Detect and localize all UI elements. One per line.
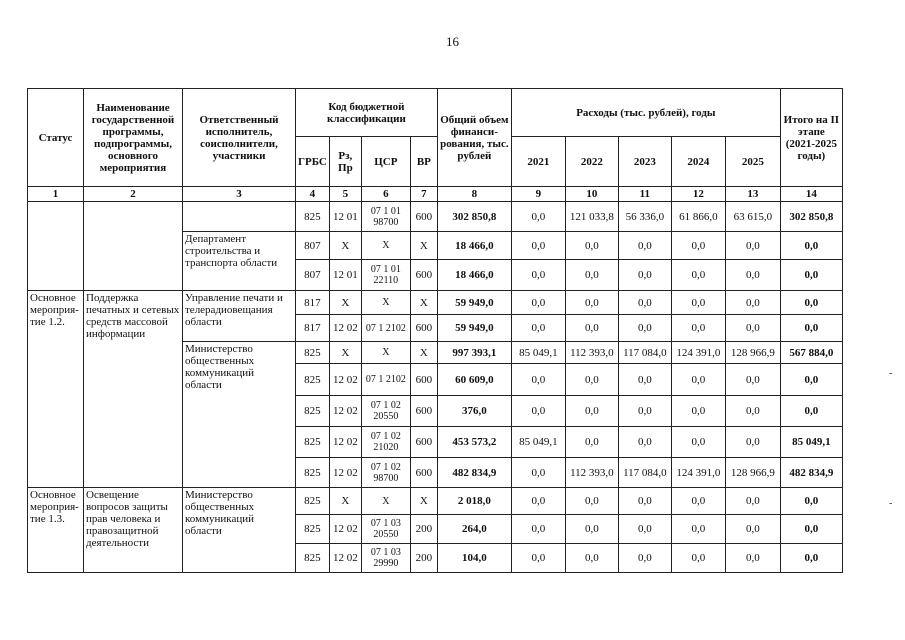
name-cell: Поддержка печатных и сетевых средств массовой информации bbox=[84, 291, 183, 488]
y2021-cell: 0,0 bbox=[511, 232, 565, 260]
vr-cell: 600 bbox=[410, 427, 437, 458]
y2021-cell: 85 049,1 bbox=[511, 342, 565, 364]
vr-cell: 600 bbox=[410, 260, 437, 291]
y2024-cell: 0,0 bbox=[671, 427, 725, 458]
grbs-cell: 817 bbox=[296, 291, 330, 315]
total-cell: 997 393,1 bbox=[437, 342, 511, 364]
stage-cell: 302 850,8 bbox=[780, 202, 842, 232]
y2024-cell: 0,0 bbox=[671, 544, 725, 573]
y2023-cell: 0,0 bbox=[618, 260, 671, 291]
y2023-cell: 56 336,0 bbox=[618, 202, 671, 232]
status-cell: Основное мероприя-тие 1.3. bbox=[28, 488, 84, 573]
y2024-cell: 0,0 bbox=[671, 488, 725, 515]
stage-cell: 0,0 bbox=[780, 291, 842, 315]
y2021-cell: 0,0 bbox=[511, 544, 565, 573]
colnum: 5 bbox=[329, 187, 361, 202]
y2024-cell: 0,0 bbox=[671, 232, 725, 260]
executor-cell bbox=[183, 202, 296, 232]
y2022-cell: 0,0 bbox=[565, 315, 618, 342]
y2021-cell: 0,0 bbox=[511, 515, 565, 544]
csr-cell: 07 1 2102 bbox=[361, 364, 410, 396]
y2025-cell: 0,0 bbox=[725, 396, 780, 427]
total-cell: 302 850,8 bbox=[437, 202, 511, 232]
vr-cell: 600 bbox=[410, 458, 437, 488]
y2021-cell: 0,0 bbox=[511, 364, 565, 396]
vr-cell: 200 bbox=[410, 515, 437, 544]
csr-cell: Х bbox=[361, 232, 410, 260]
y2022-cell: 0,0 bbox=[565, 396, 618, 427]
y2022-cell: 112 393,0 bbox=[565, 458, 618, 488]
header-2023: 2023 bbox=[618, 137, 671, 187]
header-name: Наименование государственной программы, подпрограммы, основного мероприятия bbox=[84, 89, 183, 187]
y2023-cell: 0,0 bbox=[618, 315, 671, 342]
header-expenses: Расходы (тыс. рублей), годы bbox=[511, 89, 780, 137]
header-2021: 2021 bbox=[511, 137, 565, 187]
page-number: 16 bbox=[446, 34, 459, 49]
table-row bbox=[28, 202, 843, 232]
y2024-cell: 0,0 bbox=[671, 364, 725, 396]
executor-cell: Департамент строительства и транспорта области bbox=[183, 232, 296, 291]
y2023-cell: 0,0 bbox=[618, 515, 671, 544]
total-cell: 264,0 bbox=[437, 515, 511, 544]
y2022-cell: 0,0 bbox=[565, 427, 618, 458]
csr-cell: 07 1 2102 bbox=[361, 315, 410, 342]
header-2025: 2025 bbox=[725, 137, 780, 187]
y2022-cell: 0,0 bbox=[565, 488, 618, 515]
table-row bbox=[28, 488, 843, 515]
stage-cell: 0,0 bbox=[780, 396, 842, 427]
y2023-cell: 0,0 bbox=[618, 396, 671, 427]
vr-cell: Х bbox=[410, 291, 437, 315]
grbs-cell: 825 bbox=[296, 458, 330, 488]
y2022-cell: 112 393,0 bbox=[565, 342, 618, 364]
y2021-cell: 0,0 bbox=[511, 260, 565, 291]
y2021-cell: 0,0 bbox=[511, 291, 565, 315]
y2023-cell: 0,0 bbox=[618, 364, 671, 396]
y2023-cell: 117 084,0 bbox=[618, 458, 671, 488]
y2025-cell: 0,0 bbox=[725, 291, 780, 315]
y2024-cell: 0,0 bbox=[671, 396, 725, 427]
stage-cell: 0,0 bbox=[780, 260, 842, 291]
y2023-cell: 117 084,0 bbox=[618, 342, 671, 364]
total-cell: 18 466,0 bbox=[437, 232, 511, 260]
csr-cell: Х bbox=[361, 342, 410, 364]
header-budget-code: Код бюджетной классификации bbox=[296, 89, 438, 137]
total-cell: 2 018,0 bbox=[437, 488, 511, 515]
vr-cell: Х bbox=[410, 488, 437, 515]
grbs-cell: 825 bbox=[296, 202, 330, 232]
header-rzpr: Рз, Пр bbox=[329, 137, 361, 187]
y2023-cell: 0,0 bbox=[618, 427, 671, 458]
header-csr: ЦСР bbox=[361, 137, 410, 187]
vr-cell: Х bbox=[410, 342, 437, 364]
stage-cell: 0,0 bbox=[780, 364, 842, 396]
colnum: 4 bbox=[296, 187, 330, 202]
colnum: 3 bbox=[183, 187, 296, 202]
y2022-cell: 0,0 bbox=[565, 544, 618, 573]
grbs-cell: 825 bbox=[296, 515, 330, 544]
y2021-cell: 0,0 bbox=[511, 202, 565, 232]
grbs-cell: 817 bbox=[296, 315, 330, 342]
colnum: 1 bbox=[28, 187, 84, 202]
y2025-cell: 0,0 bbox=[725, 427, 780, 458]
y2024-cell: 0,0 bbox=[671, 315, 725, 342]
total-cell: 59 949,0 bbox=[437, 315, 511, 342]
financing-table bbox=[27, 88, 843, 573]
stage-cell: 0,0 bbox=[780, 232, 842, 260]
vr-cell: 600 bbox=[410, 364, 437, 396]
y2023-cell: 0,0 bbox=[618, 291, 671, 315]
stage-cell: 482 834,9 bbox=[780, 458, 842, 488]
colnum: 10 bbox=[565, 187, 618, 202]
grbs-cell: 825 bbox=[296, 488, 330, 515]
rzpr-cell: 12 02 bbox=[329, 544, 361, 573]
grbs-cell: 825 bbox=[296, 342, 330, 364]
y2022-cell: 0,0 bbox=[565, 364, 618, 396]
rzpr-cell: 12 01 bbox=[329, 202, 361, 232]
stage-cell: 567 884,0 bbox=[780, 342, 842, 364]
header-stage-period: (2021-2025 годы) bbox=[785, 137, 838, 162]
grbs-cell: 807 bbox=[296, 260, 330, 291]
executor-cell: Министерство общественных коммуникаций области bbox=[183, 488, 296, 573]
header-2024: 2024 bbox=[671, 137, 725, 187]
y2025-cell: 0,0 bbox=[725, 232, 780, 260]
rzpr-cell: 12 02 bbox=[329, 396, 361, 427]
total-cell: 453 573,2 bbox=[437, 427, 511, 458]
stage-cell: 0,0 bbox=[780, 488, 842, 515]
edge-mark: - bbox=[889, 498, 893, 509]
colnum: 13 bbox=[725, 187, 780, 202]
column-number-row bbox=[28, 187, 843, 202]
total-cell: 18 466,0 bbox=[437, 260, 511, 291]
colnum: 11 bbox=[618, 187, 671, 202]
executor-cell: Министерство общественных коммуникаций области bbox=[183, 342, 296, 488]
y2025-cell: 0,0 bbox=[725, 364, 780, 396]
rzpr-cell: 12 02 bbox=[329, 315, 361, 342]
name-cell bbox=[84, 202, 183, 291]
edge-mark: - bbox=[889, 368, 893, 379]
total-cell: 104,0 bbox=[437, 544, 511, 573]
header-stage-total-label: Итого на II этапе bbox=[783, 113, 840, 138]
grbs-cell: 825 bbox=[296, 364, 330, 396]
total-cell: 376,0 bbox=[437, 396, 511, 427]
name-cell: Освещение вопросов защиты прав человека и правозащитной деятельности bbox=[84, 488, 183, 573]
y2024-cell: 61 866,0 bbox=[671, 202, 725, 232]
y2024-cell: 124 391,0 bbox=[671, 342, 725, 364]
header-grbs: ГРБС bbox=[296, 137, 330, 187]
y2022-cell: 0,0 bbox=[565, 515, 618, 544]
y2021-cell: 0,0 bbox=[511, 396, 565, 427]
header-total-volume: Общий объем финанси-рования, тыс. рублей bbox=[437, 89, 511, 187]
rzpr-cell: 12 02 bbox=[329, 427, 361, 458]
csr-cell: 07 1 03 20550 bbox=[361, 515, 410, 544]
header-executor: Ответственный исполнитель, соисполнители, участники bbox=[183, 89, 296, 187]
y2025-cell: 128 966,9 bbox=[725, 458, 780, 488]
csr-cell: 07 1 01 98700 bbox=[361, 202, 410, 232]
stage-cell: 0,0 bbox=[780, 544, 842, 573]
header-stage-total bbox=[780, 89, 842, 187]
y2021-cell: 0,0 bbox=[511, 315, 565, 342]
y2022-cell: 0,0 bbox=[565, 232, 618, 260]
y2024-cell: 0,0 bbox=[671, 515, 725, 544]
rzpr-cell: Х bbox=[329, 342, 361, 364]
y2022-cell: 0,0 bbox=[565, 260, 618, 291]
y2024-cell: 0,0 bbox=[671, 291, 725, 315]
vr-cell: 200 bbox=[410, 544, 437, 573]
vr-cell: Х bbox=[410, 232, 437, 260]
colnum: 8 bbox=[437, 187, 511, 202]
stage-cell: 85 049,1 bbox=[780, 427, 842, 458]
y2021-cell: 0,0 bbox=[511, 488, 565, 515]
y2025-cell: 0,0 bbox=[725, 544, 780, 573]
status-cell: Основное мероприя-тие 1.2. bbox=[28, 291, 84, 488]
stage-cell: 0,0 bbox=[780, 315, 842, 342]
csr-cell: Х bbox=[361, 291, 410, 315]
vr-cell: 600 bbox=[410, 202, 437, 232]
y2023-cell: 0,0 bbox=[618, 488, 671, 515]
y2023-cell: 0,0 bbox=[618, 232, 671, 260]
header-status: Статус bbox=[28, 89, 84, 187]
rzpr-cell: Х bbox=[329, 488, 361, 515]
header-vr: ВР bbox=[410, 137, 437, 187]
total-cell: 482 834,9 bbox=[437, 458, 511, 488]
colnum: 6 bbox=[361, 187, 410, 202]
y2022-cell: 0,0 bbox=[565, 291, 618, 315]
table-row bbox=[28, 291, 843, 315]
y2025-cell: 0,0 bbox=[725, 515, 780, 544]
y2025-cell: 0,0 bbox=[725, 315, 780, 342]
executor-cell: Управление печати и телерадиовещания области bbox=[183, 291, 296, 342]
csr-cell: 07 1 02 20550 bbox=[361, 396, 410, 427]
rzpr-cell: Х bbox=[329, 232, 361, 260]
grbs-cell: 825 bbox=[296, 427, 330, 458]
y2021-cell: 85 049,1 bbox=[511, 427, 565, 458]
y2024-cell: 124 391,0 bbox=[671, 458, 725, 488]
y2024-cell: 0,0 bbox=[671, 260, 725, 291]
csr-cell: 07 1 02 21020 bbox=[361, 427, 410, 458]
colnum: 14 bbox=[780, 187, 842, 202]
colnum: 2 bbox=[84, 187, 183, 202]
vr-cell: 600 bbox=[410, 396, 437, 427]
rzpr-cell: 12 02 bbox=[329, 458, 361, 488]
csr-cell: 07 1 01 22110 bbox=[361, 260, 410, 291]
status-cell bbox=[28, 202, 84, 291]
total-cell: 60 609,0 bbox=[437, 364, 511, 396]
vr-cell: 600 bbox=[410, 315, 437, 342]
y2025-cell: 0,0 bbox=[725, 488, 780, 515]
y2023-cell: 0,0 bbox=[618, 544, 671, 573]
colnum: 9 bbox=[511, 187, 565, 202]
rzpr-cell: 12 01 bbox=[329, 260, 361, 291]
grbs-cell: 825 bbox=[296, 396, 330, 427]
y2025-cell: 63 615,0 bbox=[725, 202, 780, 232]
total-cell: 59 949,0 bbox=[437, 291, 511, 315]
colnum: 12 bbox=[671, 187, 725, 202]
rzpr-cell: 12 02 bbox=[329, 515, 361, 544]
y2021-cell: 0,0 bbox=[511, 458, 565, 488]
header-2022: 2022 bbox=[565, 137, 618, 187]
grbs-cell: 825 bbox=[296, 544, 330, 573]
rzpr-cell: 12 02 bbox=[329, 364, 361, 396]
csr-cell: 07 1 03 29990 bbox=[361, 544, 410, 573]
rzpr-cell: Х bbox=[329, 291, 361, 315]
csr-cell: 07 1 02 98700 bbox=[361, 458, 410, 488]
colnum: 7 bbox=[410, 187, 437, 202]
y2022-cell: 121 033,8 bbox=[565, 202, 618, 232]
y2025-cell: 0,0 bbox=[725, 260, 780, 291]
grbs-cell: 807 bbox=[296, 232, 330, 260]
stage-cell: 0,0 bbox=[780, 515, 842, 544]
csr-cell: Х bbox=[361, 488, 410, 515]
y2025-cell: 128 966,9 bbox=[725, 342, 780, 364]
